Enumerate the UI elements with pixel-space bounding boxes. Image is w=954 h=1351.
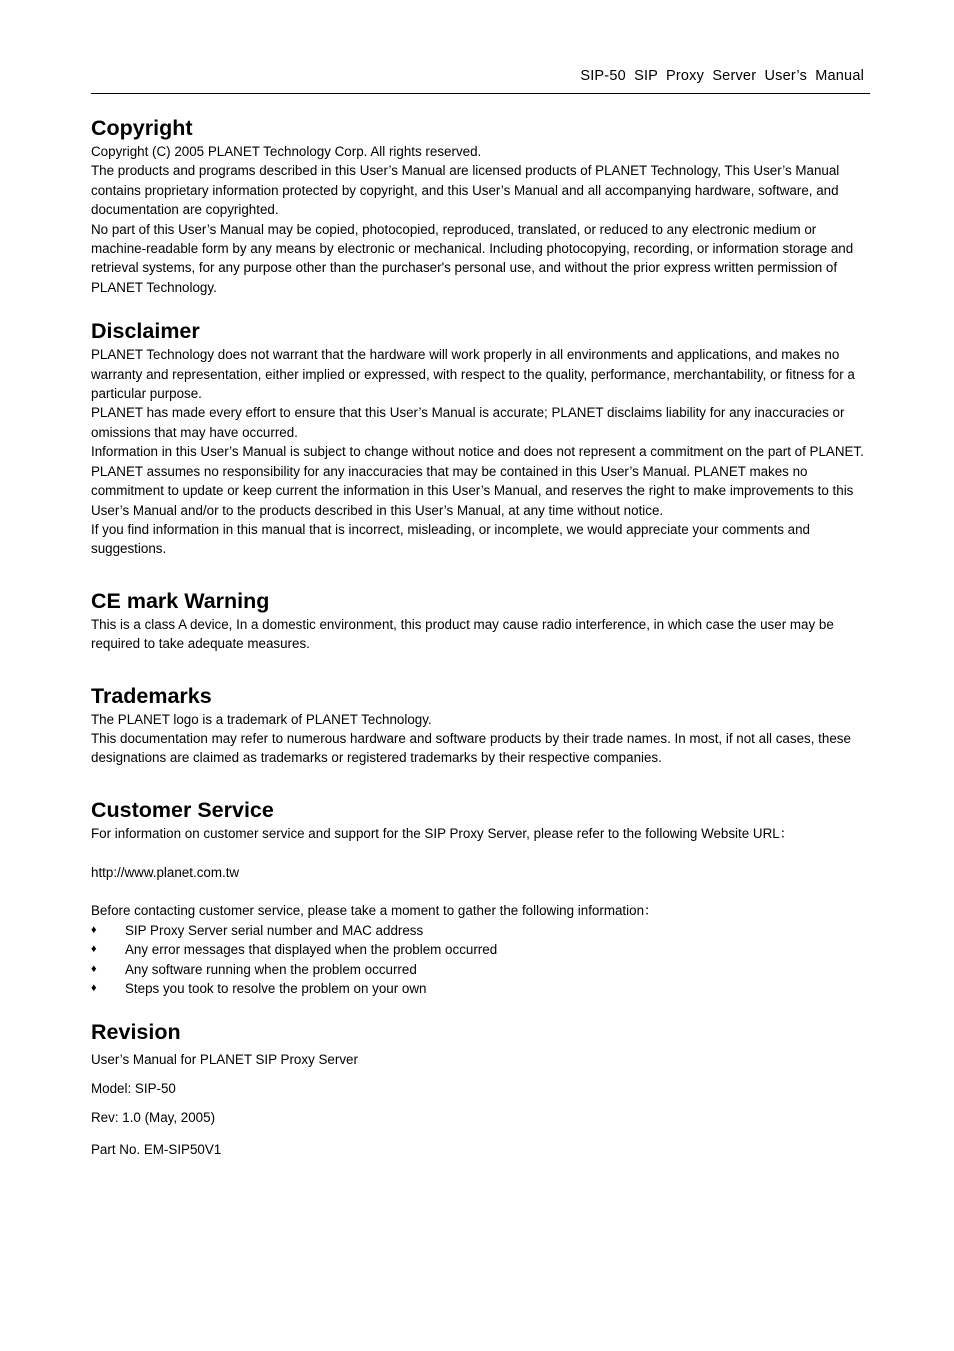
revision-line: User’s Manual for PLANET SIP Proxy Server (91, 1052, 358, 1068)
list-item-text: SIP Proxy Server serial number and MAC address (125, 922, 424, 938)
trademarks-heading: Trademarks (91, 683, 212, 708)
ce-mark-section (91, 587, 870, 654)
revision-line: Model: SIP-50 (91, 1081, 176, 1097)
list-item (91, 960, 870, 979)
copyright-heading: Copyright (91, 116, 193, 140)
list-item (91, 921, 870, 940)
before-contact-text: Before contacting customer service, please take a moment to gather the following information： (91, 903, 658, 919)
revision-line: Part No. EM-SIP50V1 (91, 1142, 222, 1158)
copyright-paragraph: Copyright (C) 2005 PLANET Technology Corp. All rights reserved. (91, 144, 482, 159)
disclaimer-heading: Disclaimer (91, 319, 200, 344)
list-item-text: Any software running when the problem occurred (125, 961, 417, 977)
copyright-section (91, 114, 870, 297)
copyright-paragraph: No part of this User’s Manual may be copied, photocopied, reproduced, translated, or reduced to any electronic medium or machine-readable form by any means by electronic or mechanical. Including photocopying, recording, or information storage and retrieval systems, for any purpose other than the purchaser's personal use, and without the prior express written permission of PLANET Technology. (91, 221, 854, 295)
customer-service-intro: For information on customer service and support for the SIP Proxy Server, please refer to the following Website URL： (91, 825, 794, 841)
disclaimer-paragraph: PLANET has made every effort to ensure that this User’s Manual is accurate; PLANET disclaims liability for any inaccuracies or omissions that may have occurred. (91, 405, 845, 440)
trademarks-section (91, 682, 870, 768)
ce-mark-heading: CE mark Warning (91, 588, 270, 613)
customer-service-heading: Customer Service (91, 797, 274, 822)
list-item-text: Steps you took to resolve the problem on your own (125, 980, 427, 996)
diamond-bullet-icon: ♦ (91, 943, 97, 956)
diamond-bullet-icon: ♦ (91, 981, 97, 994)
diamond-bullet-icon: ♦ (91, 923, 97, 936)
ce-mark-paragraph: This is a class A device, In a domestic environment, this product may cause radio interference, in which case the user may be required to take adequate measures. (91, 616, 834, 652)
page-content (91, 114, 870, 1179)
header-rule (91, 93, 870, 94)
trademarks-paragraph: This documentation may refer to numerous hardware and software products by their trade names. In most, if not all cases, these designations are claimed as trademarks or registered trademarks by their respective companies. (91, 730, 851, 766)
disclaimer-paragraph: If you find information in this manual that is incorrect, misleading, or incomplete, we would appreciate your comments and suggestions. (91, 521, 810, 557)
list-item (91, 979, 870, 998)
revision-heading: Revision (91, 1020, 181, 1045)
spacer (91, 882, 870, 901)
disclaimer-section (91, 317, 870, 558)
info-bullet-list (91, 921, 870, 999)
list-item-text: Any error messages that displayed when the problem occurred (125, 942, 498, 958)
copyright-paragraph: The products and programs described in this User’s Manual are licensed products of PLANET Technology, This User’s Manual contains proprietary information protected by copyright, and this User’s Manual and all accompanying hardware, software, and documentation are copyrighted. (91, 163, 840, 218)
trademarks-paragraph: The PLANET logo is a trademark of PLANET Technology. (91, 711, 432, 727)
running-header: SIP-50 SIP Proxy Server User’s Manual (580, 68, 864, 84)
customer-service-section (91, 796, 870, 999)
revision-line: Rev: 1.0 (May, 2005) (91, 1110, 216, 1126)
disclaimer-paragraph: Information in this User’s Manual is subject to change without notice and does not represent a commitment on the part of PLANET. PLANET assumes no responsibility for any inaccuracies that may be contained in this User’s Manual. PLANET makes no commitment to update or keep current the information in this User’s Manual, and reserves the right to make improvements to this User’s Manual and/or to the products described in this User’s Manual, at any time without notice. (91, 444, 864, 518)
support-url-link[interactable]: http://www.planet.com.tw (91, 864, 240, 880)
list-item (91, 940, 870, 959)
revision-section (91, 1018, 870, 1159)
spacer (91, 843, 870, 862)
diamond-bullet-icon: ♦ (91, 962, 97, 975)
disclaimer-paragraph: PLANET Technology does not warrant that the hardware will work properly in all environments and applications, and makes no warranty and representation, either implied or expressed, with respect to the quality, performance, merchantability, or fitness for a particular purpose. (91, 347, 855, 402)
